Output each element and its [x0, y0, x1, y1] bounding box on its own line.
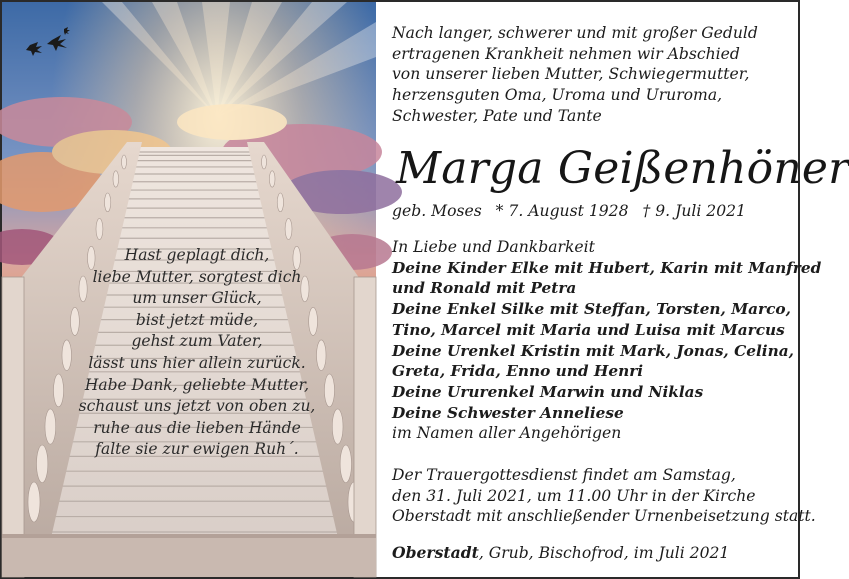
- family-line: Deine Ururenkel Marwin und Niklas: [392, 382, 704, 401]
- baluster: [105, 193, 111, 212]
- poem-line: gehst zum Vater,: [131, 332, 263, 351]
- poem-line: Habe Dank, geliebte Mutter,: [84, 375, 310, 394]
- service-line: Oberstadt mit anschließender Urnenbeisetzung statt.: [392, 507, 816, 526]
- family-outro: im Namen aller Angehörigen: [392, 424, 622, 443]
- deceased-name: Marga Geißenhöner: [396, 143, 849, 194]
- poem: [72, 245, 322, 461]
- baluster: [96, 218, 103, 239]
- baluster: [324, 374, 334, 407]
- family-line: Greta, Frida, Enno und Henri: [392, 362, 644, 381]
- intro-text: [392, 23, 797, 127]
- place-bold: Oberstadt: [392, 543, 479, 562]
- baluster: [262, 155, 267, 169]
- poem-line: liebe Mutter, sorgtest dich: [92, 267, 302, 286]
- poem-line: lässt uns hier allein zurück.: [88, 353, 306, 372]
- baluster: [340, 445, 351, 483]
- poem-line: Hast geplagt dich,: [124, 246, 270, 264]
- place-and-date: [392, 543, 729, 562]
- intro-line: herzensguten Oma, Uroma und Ururoma,: [392, 86, 723, 105]
- baluster: [45, 409, 56, 444]
- poem-line: schaust uns jetzt von oben zu,: [78, 397, 316, 416]
- family-intro: In Liebe und Dankbarkeit: [392, 238, 595, 256]
- service-line: den 31. Juli 2021, um 11.00 Uhr in der Kirche: [392, 486, 756, 505]
- poem-line: ruhe aus die lieben Hände: [93, 418, 301, 437]
- family-list: [392, 237, 822, 444]
- intro-line: Schwester, Pate und Tante: [392, 106, 602, 125]
- intro-line: ertragenen Krankheit nehmen wir Abschied: [392, 44, 740, 63]
- baluster: [62, 340, 71, 371]
- family-line: und Ronald mit Petra: [392, 279, 577, 298]
- intro-line: Nach langer, schwerer und mit großer Geduld: [392, 24, 758, 42]
- family-line: Deine Urenkel Kristin mit Mark, Jonas, Celina,: [392, 341, 794, 360]
- baluster: [37, 445, 48, 483]
- service-info: [392, 465, 816, 527]
- poem-line: bist jetzt müde,: [135, 310, 259, 329]
- death-date: † 9. Juli 2021: [642, 202, 746, 220]
- birth-date: * 7. August 1928: [495, 202, 629, 220]
- family-line: Deine Schwester Anneliese: [392, 403, 624, 422]
- family-line: Tino, Marcel mit Maria und Luisa mit Marcus: [392, 320, 785, 339]
- baluster: [277, 193, 283, 212]
- stairway-illustration: [2, 2, 376, 577]
- service-line: Der Trauergottesdienst findet am Samstag,: [392, 466, 736, 484]
- baluster: [122, 155, 127, 169]
- place-rest: , Grub, Bischofrod, im Juli 2021: [478, 544, 730, 562]
- baluster: [28, 482, 40, 522]
- family-line: Deine Enkel Silke mit Steffan, Torsten, Marco,: [392, 300, 791, 319]
- baluster: [285, 218, 292, 239]
- baluster: [332, 409, 343, 444]
- birth-name: geb. Moses: [392, 202, 482, 220]
- poem-line: um unser Glück,: [132, 289, 262, 308]
- poem-line: falte sie zur ewigen Ruh´.: [95, 440, 299, 459]
- baluster: [269, 171, 275, 187]
- baluster: [113, 171, 119, 187]
- intro-line: von unserer lieben Mutter, Schwiegermutter,: [392, 65, 750, 84]
- life-dates: [392, 202, 755, 220]
- family-line: Deine Kinder Elke mit Hubert, Karin mit Manfred: [392, 258, 822, 277]
- baluster: [54, 374, 64, 407]
